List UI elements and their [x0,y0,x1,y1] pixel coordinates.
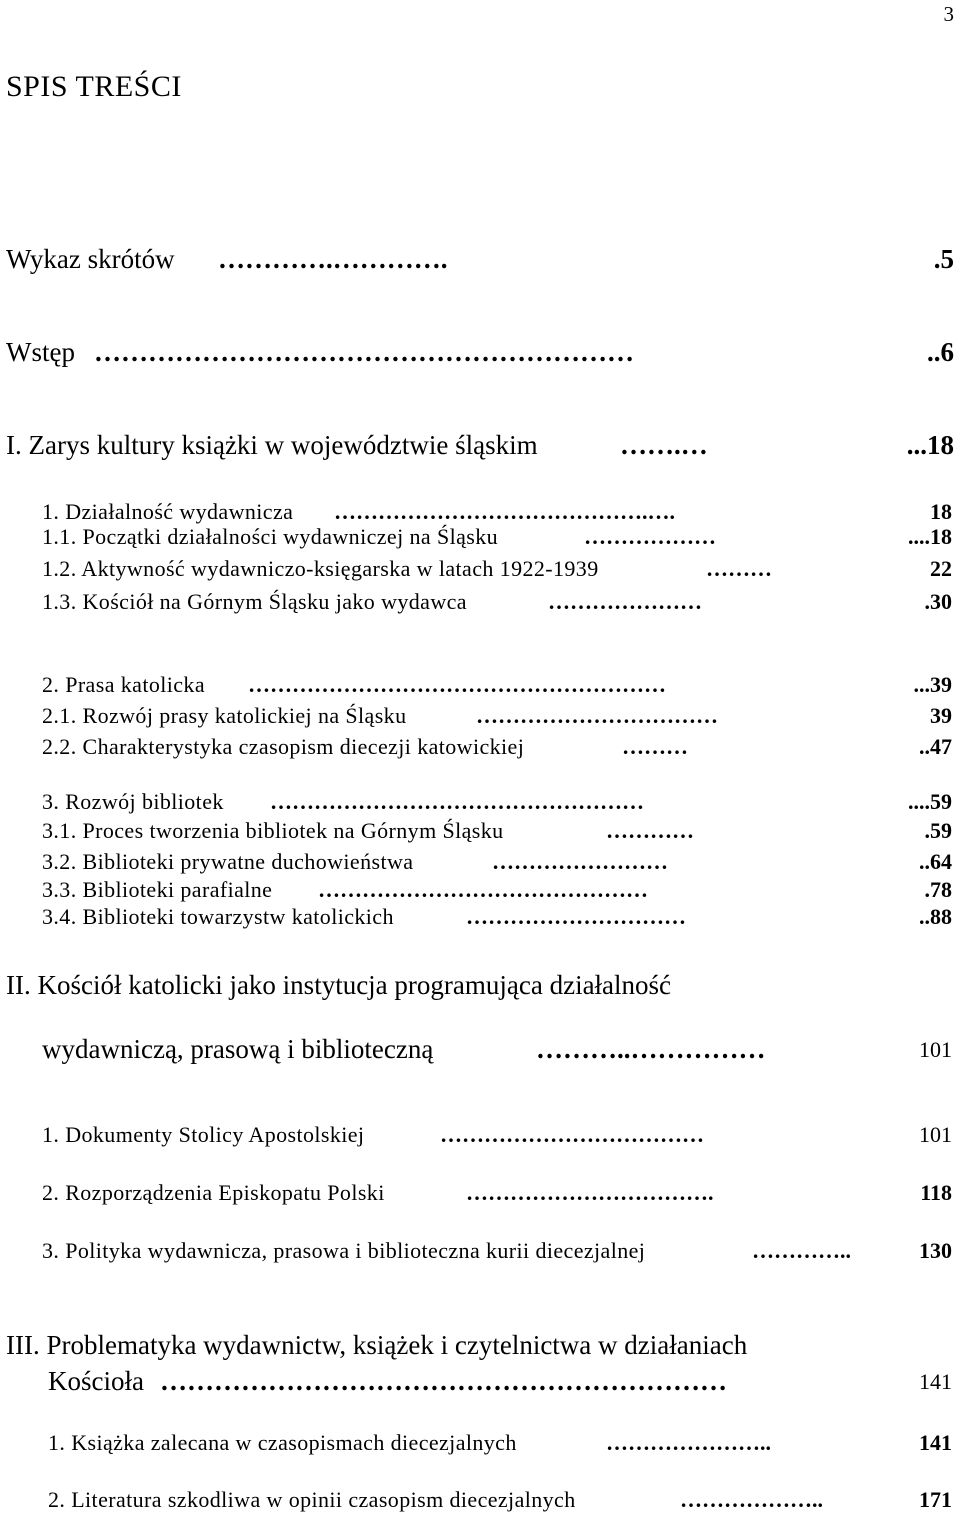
toc-leader-dots: …………………………………………… [270,789,644,814]
toc-leader-dots: ……………………………………………………… [160,1366,727,1396]
toc-entry-text: 3. Rozwój bibliotek [42,789,224,814]
toc-entry-text: 1. Książka zalecana w czasopismach diecezjalnych [48,1430,517,1455]
toc-leader-dots: …………………………………….…. [334,499,675,524]
toc-leader-dots: ………..…………… [536,1034,766,1064]
toc-entry-text: 2.1. Rozwój prasy katolickiej na Śląsku [42,703,407,728]
toc-page-number: 22 [930,556,952,581]
toc-page-number: 118 [920,1180,952,1205]
toc-entry-text: 2. Literatura szkodliwa w opinii czasopism diecezjalnych [48,1487,576,1512]
toc-leader-dots: ………………… [548,589,702,614]
toc-leader-dots: ……………….. [680,1487,823,1512]
toc-page-number: 18 [930,499,952,524]
toc-leader-dots: …………………… [492,849,668,874]
toc-page-number: .5 [933,244,954,274]
toc-leader-dots: ………………….. [606,1430,771,1455]
toc-page-number: ...39 [913,672,952,697]
toc-page-number: ..6 [927,337,954,367]
toc-entry-text: 1.1. Początki działalności wydawniczej na Śląsku [42,524,499,549]
toc-entry-text: 2. Rozporządzenia Episkopatu Polski [42,1180,385,1205]
toc-entry-text: III. Problematyka wydawnictw, książek i czytelnictwa w działaniach [6,1330,748,1360]
toc-entry-text: 1. Dokumenty Stolicy Apostolskiej [42,1122,365,1147]
toc-page-number: 141 [919,1430,952,1455]
toc-leader-dots: ………………………… [466,904,686,929]
toc-page-number: ...18 [906,430,954,460]
toc-page-number: 39 [930,703,952,728]
toc-leader-dots: ……………………………. [466,1180,714,1205]
toc-page-number: 101 [919,1122,952,1147]
toc-leader-dots: …….… [620,430,708,460]
toc-entry-text: 1. Działalność wydawnicza [42,499,294,524]
toc-page-number: .78 [924,877,952,902]
toc-entry-text: 2. Prasa katolicka [42,672,205,697]
toc-entry-text: I. Zarys kultury książki w województwie śląskim [6,430,538,460]
toc-entry-text: 3.3. Biblioteki parafialne [42,877,273,902]
toc-entry-text: 3. Polityka wydawnicza, prasowa i biblioteczna kurii diecezjalnej [42,1238,646,1263]
toc-page-number: ..64 [919,849,952,874]
toc-entry-text: 3.2. Biblioteki prywatne duchowieństwa [42,849,414,874]
toc-leader-dots: ……………………………………… [318,877,648,902]
toc-page-number: ....59 [908,789,952,814]
toc-leader-dots: ……………………………… [440,1122,704,1147]
toc-leader-dots: ………………………………………………… [248,672,666,697]
toc-entry-text: 1.2. Aktywność wydawniczo-księgarska w latach 1922-1939 [42,556,599,581]
toc-leader-dots: ……………… [584,524,716,549]
toc-title: SPIS TREŚCI [6,70,182,103]
toc-leader-dots: …………………………………………………… [94,337,634,367]
toc-page-number: ..88 [919,904,952,929]
toc-entry-text: wydawniczą, prasową i biblioteczną [42,1034,434,1064]
toc-entry-text: 3.4. Biblioteki towarzystw katolickich [42,904,394,929]
toc-page-number: 101 [919,1037,952,1062]
toc-page-number: 141 [919,1369,952,1394]
toc-page-number: ..47 [919,734,952,759]
toc-leader-dots: ………… [606,818,694,843]
toc-page-number: 130 [919,1238,952,1263]
toc-page-number: .30 [924,589,952,614]
toc-page-number: 171 [919,1487,952,1512]
toc-entry-text: Wykaz skrótów [6,244,175,274]
toc-leader-dots: ……… [706,556,772,581]
toc-entry-text: Kościoła [48,1366,144,1396]
toc-entry-text: 1.3. Kościół na Górnym Śląsku jako wydawca [42,589,467,614]
toc-entry-text: 3.1. Proces tworzenia bibliotek na Górnym Śląsku [42,818,504,843]
toc-leader-dots: ……… [622,734,688,759]
toc-entry-text: II. Kościół katolicki jako instytucja programująca działalność [6,970,672,1000]
toc-leader-dots: ………….…………. [218,244,448,274]
toc-leader-dots: ………….. [752,1238,851,1263]
toc-page-number: ....18 [908,524,952,549]
toc-page-number: .59 [924,818,952,843]
page-number: 3 [943,2,954,26]
toc-entry-text: Wstęp [6,337,75,367]
toc-leader-dots: …………………………… [476,703,718,728]
toc-entry-text: 2.2. Charakterystyka czasopism diecezji katowickiej [42,734,525,759]
